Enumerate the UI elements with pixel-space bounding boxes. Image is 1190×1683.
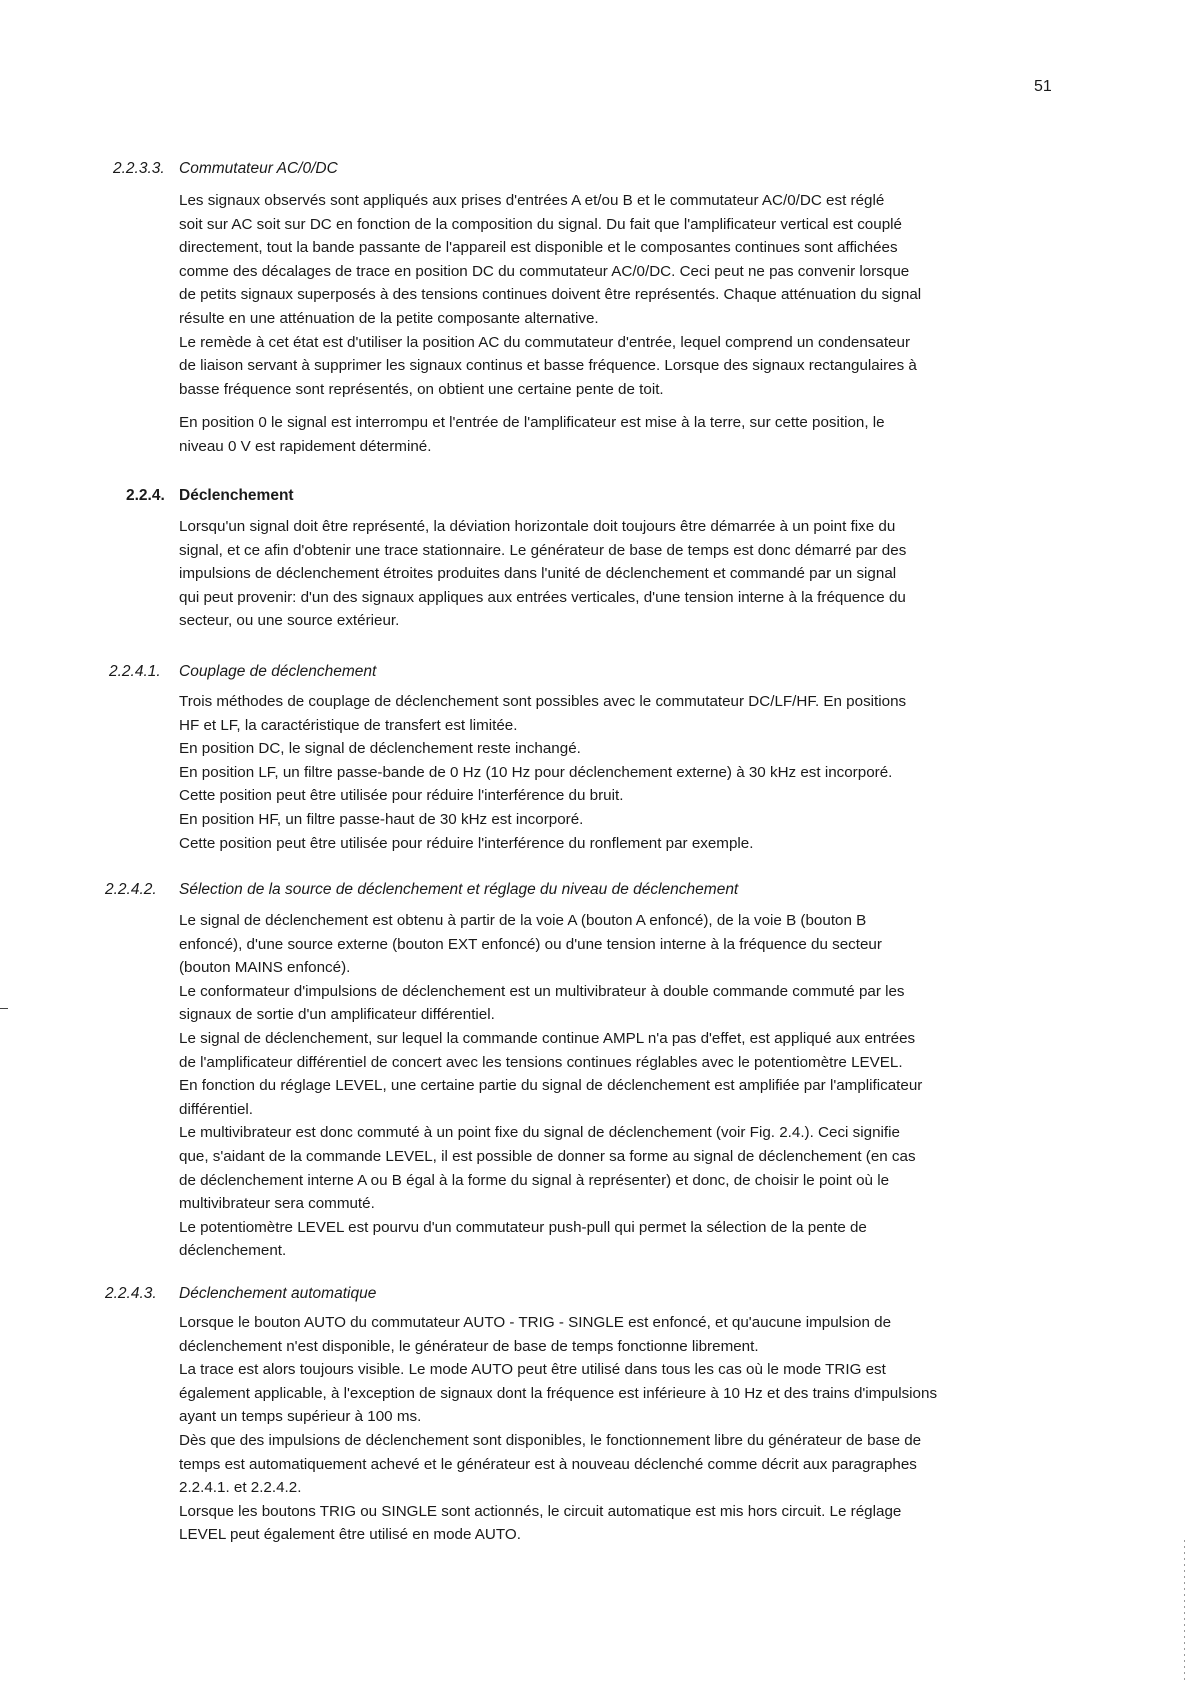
section-number: 2.2.4. (126, 487, 165, 504)
section-title: Déclenchement automatique (179, 1285, 377, 1302)
text-line: directement, tout la bande passante de l'appareil est disponible et le composantes continues sont affichées (179, 239, 898, 257)
page-number: 51 (1034, 78, 1052, 95)
text-line: En position DC, le signal de déclenchement reste inchangé. (179, 740, 581, 758)
text-line: de liaison servant à supprimer les signaux continus et basse fréquence. Lorsque des signaux rectangulaires à (179, 357, 917, 375)
text-line: HF et LF, la caractéristique de transfert est limitée. (179, 716, 518, 734)
text-line: En position LF, un filtre passe-bande de 0 Hz (10 Hz pour déclenchement externe) à 30 kHz est incorporé. (179, 763, 893, 781)
text-line: Cette position peut être utilisée pour réduire l'interférence du bruit. (179, 787, 624, 805)
paragraph-2241-1 (179, 690, 1079, 855)
paragraph-2233-2 (179, 411, 1079, 458)
text-line: Lorsque le bouton AUTO du commutateur AUTO - TRIG - SINGLE est enfoncé, et qu'aucune impulsion de (179, 1314, 892, 1331)
text-line: enfoncé), d'une source externe (bouton EXT enfoncé) ou d'une tension interne à la fréquence du secteur (179, 935, 882, 953)
text-line: Le signal de déclenchement, sur lequel la commande continue AMPL n'a pas d'effet, est appliqué aux entrées (179, 1029, 916, 1047)
text-line: Cette position peut être utilisée pour réduire l'interférence du ronflement par exemple. (179, 834, 754, 852)
text-line: Les signaux observés sont appliqués aux prises d'entrées A et/ou B et le commutateur AC/0/DC est réglé (179, 192, 885, 209)
scan-edge-mark (1184, 1540, 1185, 1680)
paragraph-2233-1 (179, 189, 1079, 401)
section-title: Sélection de la source de déclenchement et réglage du niveau de déclenchement (179, 881, 739, 898)
section-heading-2233 (113, 160, 338, 178)
text-line: secteur, ou une source extérieur. (179, 612, 400, 630)
text-line: de déclenchement interne A ou B égal à la forme du signal à représenter) et donc, de choisir le point où le (179, 1171, 890, 1189)
section-heading-224 (126, 487, 294, 505)
section-heading-2241 (109, 663, 376, 681)
text-line: (bouton MAINS enfoncé). (179, 959, 351, 977)
text-line: 2.2.4.1. et 2.2.4.2. (179, 1479, 302, 1497)
paragraph-2243-1 (179, 1311, 1079, 1547)
paragraph-224-1 (179, 515, 1079, 633)
text-line: déclenchement. (179, 1242, 287, 1260)
text-line: temps est automatiquement achevé et le générateur est à nouveau déclenché comme décrit aux paragraphes (179, 1455, 917, 1473)
text-line: de petits signaux superposés à des tensions continues doivent être représentés. Chaque atténuation du signal (179, 286, 922, 304)
section-heading-2242 (105, 881, 738, 899)
text-line: de l'amplificateur différentiel de concert avec les tensions continues réglables avec le potentiomètre LEVEL. (179, 1053, 903, 1071)
section-heading-2243 (105, 1285, 376, 1303)
text-line: Le remède à cet état est d'utiliser la position AC du commutateur d'entrée, lequel comprend un condensateur (179, 333, 911, 351)
text-line: que, s'aidant de la commande LEVEL, il est possible de donner sa forme au signal de déclenchement (en cas (179, 1147, 916, 1165)
text-line: Lorsqu'un signal doit être représenté, la déviation horizontale doit toujours être démarrée à un point fixe du (179, 518, 896, 535)
text-line: Le multivibrateur est donc commuté à un point fixe du signal de déclenchement (voir Fig. 2.4.). Ceci signifie (179, 1124, 900, 1142)
text-line: Dès que des impulsions de déclenchement sont disponibles, le fonctionnement libre du générateur de base de (179, 1431, 922, 1449)
text-line: niveau 0 V est rapidement déterminé. (179, 437, 432, 455)
text-line: différentiel. (179, 1100, 254, 1118)
text-line: La trace est alors toujours visible. Le mode AUTO peut être utilisé dans tous les cas où le mode TRIG est (179, 1361, 886, 1379)
text-line: LEVEL peut également être utilisé en mode AUTO. (179, 1526, 521, 1544)
text-line: déclenchement n'est disponible, le générateur de base de temps fonctionne librement. (179, 1337, 759, 1355)
text-line: ayant un temps supérieur à 100 ms. (179, 1408, 422, 1426)
section-number: 2.2.4.1. (109, 663, 161, 680)
text-line: qui peut provenir: d'un des signaux appliques aux entrées verticales, d'une tension interne à la fréquence du (179, 588, 906, 606)
section-title: Commutateur AC/0/DC (179, 160, 338, 177)
section-number: 2.2.4.2. (105, 881, 157, 898)
section-number: 2.2.3.3. (113, 160, 165, 177)
text-line: En fonction du réglage LEVEL, une certaine partie du signal de déclenchement est amplifiée par l'amplificateur (179, 1077, 923, 1095)
paragraph-2242-1 (179, 909, 1079, 1263)
text-line: signaux de sortie d'un amplificateur différentiel. (179, 1006, 495, 1024)
text-line: basse fréquence sont représentés, on obtient une certaine pente de toit. (179, 380, 664, 398)
text-line: impulsions de déclenchement étroites produites dans l'unité de déclenchement et commandé par un signal (179, 565, 897, 583)
section-title: Couplage de déclenchement (179, 663, 377, 680)
margin-dash (0, 1008, 8, 1009)
text-line: En position 0 le signal est interrompu et l'entrée de l'amplificateur est mise à la terre, sur cette position, le (179, 414, 885, 431)
text-line: signal, et ce afin d'obtenir une trace stationnaire. Le générateur de base de temps est donc démarré par des (179, 541, 907, 559)
text-line: Le signal de déclenchement est obtenu à partir de la voie A (bouton A enfoncé), de la voie B (bouton B (179, 912, 867, 929)
text-line: Le potentiomètre LEVEL est pourvu d'un commutateur push-pull qui permet la sélection de la pente de (179, 1218, 867, 1236)
text-line: comme des décalages de trace en position DC du commutateur AC/0/DC. Ceci peut ne pas convenir lorsque (179, 262, 910, 280)
section-title: Déclenchement (179, 487, 294, 504)
text-line: Le conformateur d'impulsions de déclenchement est un multivibrateur à double commande commuté par les (179, 982, 905, 1000)
text-line: résulte en une atténuation de la petite composante alternative. (179, 309, 599, 327)
text-line: également applicable, à l'exception de signaux dont la fréquence est inférieure à 10 Hz et des trains d'impulsions (179, 1384, 938, 1402)
section-number: 2.2.4.3. (105, 1285, 157, 1302)
text-line: soit sur AC soit sur DC en fonction de la composition du signal. Du fait que l'amplificateur vertical est couplé (179, 215, 902, 233)
text-line: Trois méthodes de couplage de déclenchement sont possibles avec le commutateur DC/LF/HF. En positions (179, 693, 907, 710)
text-line: multivibrateur sera commuté. (179, 1195, 375, 1213)
text-line: Lorsque les boutons TRIG ou SINGLE sont actionnés, le circuit automatique est mis hors circuit. Le réglage (179, 1502, 902, 1520)
text-line: En position HF, un filtre passe-haut de 30 kHz est incorporé. (179, 810, 584, 828)
